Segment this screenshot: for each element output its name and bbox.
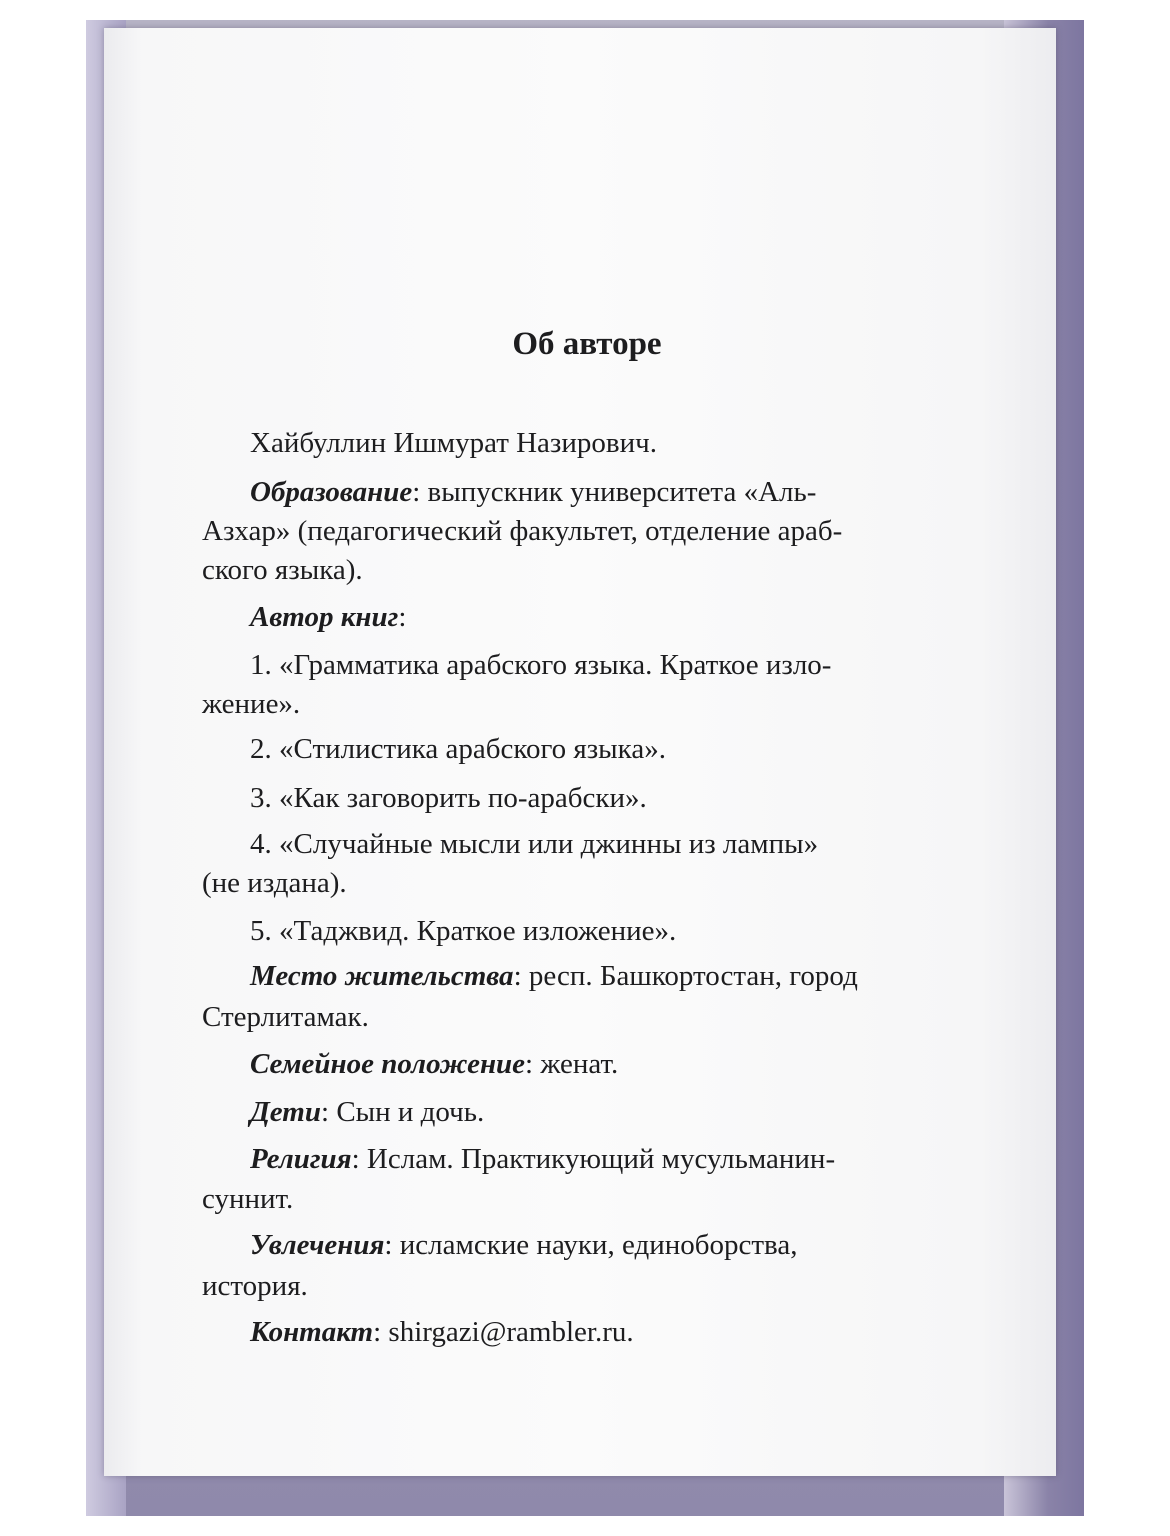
religion-label: Религия (250, 1143, 352, 1175)
page-content (202, 0, 962, 1536)
contact-value: shirgazi@rambler.ru. (388, 1316, 634, 1348)
education-value-1: выпускник университета «Аль- (427, 476, 817, 508)
religion-line-2: суннит. (202, 1183, 294, 1215)
residence-line-2: Стерлитамак. (202, 1001, 369, 1033)
marital-value: женат. (540, 1048, 619, 1080)
religion-line-1: Религия: Ислам. Практикующий мусульманин- (250, 1143, 836, 1175)
children-label: Дети (250, 1096, 321, 1128)
hobbies-line-2: история. (202, 1270, 308, 1302)
book-item-2: 2. «Стилистика арабского языка». (250, 733, 666, 765)
religion-value-1: Ислам. Практикующий мусульманин- (366, 1143, 836, 1175)
hobbies-value-1: исламские науки, единоборства, (399, 1229, 798, 1261)
education-line-2: Азхар» (педагогический факультет, отделение араб- (202, 515, 843, 547)
residence-line-1: Место жительства: респ. Башкортостан, город (250, 960, 858, 992)
education-label: Образование (250, 476, 413, 508)
hobbies-line-1: Увлечения: исламские науки, единоборства, (250, 1229, 798, 1261)
hobbies-label: Увлечения (250, 1229, 385, 1261)
children-line: Дети: Сын и дочь. (250, 1096, 485, 1128)
education-line-3: ского языка). (202, 554, 363, 586)
book-item-3: 3. «Как заговорить по-арабски». (250, 782, 647, 814)
contact-line: Контакт: shirgazi@rambler.ru. (250, 1316, 634, 1348)
marital-label: Семейное положение (250, 1048, 526, 1080)
marital-line: Семейное положение: женат. (250, 1048, 619, 1080)
books-heading: Автор книг: (250, 601, 407, 633)
education-line-1: Образование: выпускник университета «Аль- (250, 476, 817, 508)
author-name: Хайбуллин Ишмурат Назирович. (250, 427, 657, 459)
book-item-5: 5. «Таджвид. Краткое изложение». (250, 915, 677, 947)
book-item-1-cont: жение». (202, 688, 301, 720)
children-value: Сын и дочь. (336, 1096, 485, 1128)
books-label: Автор книг (250, 601, 399, 633)
book-item-1: 1. «Грамматика арабского языка. Краткое изло- (250, 649, 832, 681)
book-item-4-cont: (не издана). (202, 867, 347, 899)
contact-label: Контакт (250, 1316, 374, 1348)
residence-label: Место жительства (250, 960, 514, 992)
page-title: Об авторе (512, 326, 662, 362)
residence-value-1: респ. Башкортостан, город (528, 960, 858, 992)
book-item-4: 4. «Случайные мысли или джинны из лампы» (250, 828, 819, 860)
